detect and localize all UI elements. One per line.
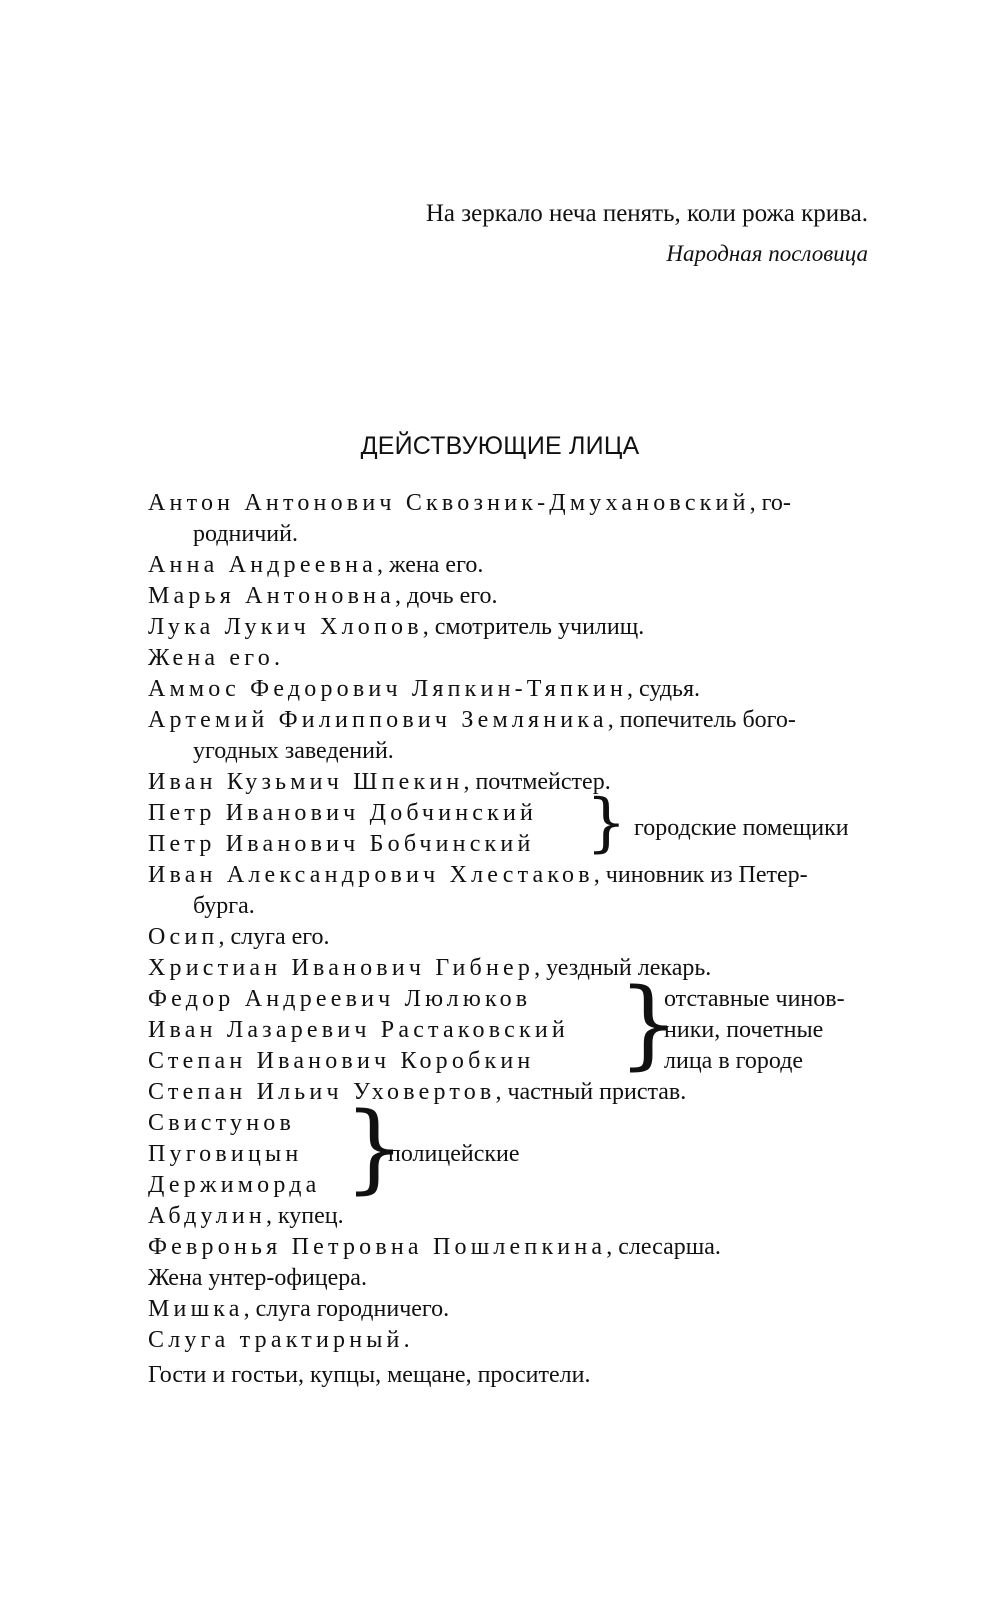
character-name: Степан Иванович Коробкин xyxy=(148,1048,535,1074)
cast-list xyxy=(148,488,908,1391)
cast-entry xyxy=(148,1108,908,1139)
cast-entry xyxy=(148,1139,908,1170)
character-name: Февронья Петровна Пошлепкина xyxy=(148,1234,607,1260)
cast-entry xyxy=(148,922,908,953)
character-description: , слесарша. xyxy=(606,1234,721,1260)
character-name: Держиморда xyxy=(148,1172,321,1198)
group-label: городские помещики xyxy=(634,815,849,841)
character-description: , го- xyxy=(749,490,791,516)
cast-entry xyxy=(148,1325,908,1356)
character-name: Артемий Филиппович Земляника xyxy=(148,707,608,733)
character-name: Жена его xyxy=(148,645,274,671)
cast-entry xyxy=(148,1232,908,1263)
character-name: Федор Андреевич Люлюков xyxy=(148,986,532,1012)
character-name: Петр Иванович Добчинский xyxy=(148,800,538,826)
character-description: , жена его. xyxy=(377,552,484,578)
character-description: , судья. xyxy=(627,676,701,702)
character-description: , смотритель училищ. xyxy=(422,614,645,640)
epigraph-source: Народная пословица xyxy=(666,241,868,266)
cast-entry xyxy=(148,1170,908,1201)
cast-entry-continuation: бурга. xyxy=(193,893,255,919)
character-description: . xyxy=(403,1327,410,1353)
cast-entry xyxy=(148,705,908,736)
character-name: Осип xyxy=(148,924,219,950)
character-description: , уездный лекарь. xyxy=(534,955,712,981)
character-description: , почтмейстер. xyxy=(463,769,611,795)
cast-entry-continuation: родничий. xyxy=(193,521,298,547)
character-name: Антон Антонович Сквозник-Дмухановский xyxy=(148,490,750,516)
character-description: , слуга его. xyxy=(218,924,330,950)
cast-entry xyxy=(148,550,908,581)
group-label-line: ники, почетные xyxy=(664,1017,824,1043)
epigraph xyxy=(426,196,868,272)
cast-entry xyxy=(148,674,908,705)
epigraph-text: На зеркало неча пенять, коли рожа крива. xyxy=(425,200,868,227)
cast-entry xyxy=(148,581,908,612)
character-description: , дочь его. xyxy=(395,583,498,609)
cast-group-landowners xyxy=(148,786,908,860)
character-name: Абдулин xyxy=(148,1203,266,1229)
cast-entry: Жена унтер-офицера. xyxy=(148,1265,367,1291)
curly-brace-icon: } xyxy=(344,1092,406,1204)
character-name: Свистунов xyxy=(148,1110,295,1136)
group-label: полицейские xyxy=(388,1141,520,1167)
cast-entry-continuation: угодных заведений. xyxy=(193,738,394,764)
cast-entry xyxy=(148,643,908,674)
cast-entry xyxy=(148,953,908,984)
curly-brace-icon: } xyxy=(586,786,627,860)
character-name: Пуговицын xyxy=(148,1141,303,1167)
character-name: Лука Лукич Хлопов xyxy=(148,614,423,640)
character-name: Марья Антоновна xyxy=(148,583,395,609)
cast-entry xyxy=(148,488,908,519)
character-description: , попечитель бого- xyxy=(607,707,796,733)
cast-entry xyxy=(148,860,908,891)
character-name: Иван Александрович Хлестаков xyxy=(148,862,594,888)
group-label-line: отставные чинов- xyxy=(664,986,845,1012)
character-description: , слуга городничего. xyxy=(243,1296,450,1322)
cast-entry: Гости и гостьи, купцы, мещане, просители. xyxy=(148,1362,591,1388)
character-name: Петр Иванович Бобчинский xyxy=(148,831,535,857)
cast-entry xyxy=(148,612,908,643)
character-name: Слуга трактирный xyxy=(148,1327,404,1353)
cast-entry xyxy=(148,1294,908,1325)
character-description: , купец. xyxy=(265,1203,344,1229)
cast-entry xyxy=(148,767,908,798)
curly-brace-icon: } xyxy=(618,968,680,1080)
character-name: Христиан Иванович Гибнер xyxy=(148,955,535,981)
character-name: Аммос Федорович Ляпкин-Тяпкин xyxy=(148,676,627,702)
character-name: Мишка xyxy=(148,1296,244,1322)
character-description: , чиновник из Петер- xyxy=(593,862,808,888)
character-description: , частный пристав. xyxy=(495,1079,687,1105)
group-label-line: лица в городе xyxy=(664,1048,804,1074)
page-title: ДЕЙСТВУЮЩИЕ ЛИЦА xyxy=(360,432,640,460)
character-name: Степан Ильич Уховертов xyxy=(148,1079,496,1105)
character-name: Иван Кузьмич Шпекин xyxy=(148,769,464,795)
cast-entry xyxy=(148,1201,908,1232)
cast-entry xyxy=(148,1077,908,1108)
character-description: . xyxy=(273,645,280,671)
character-name: Анна Андреевна xyxy=(148,552,377,578)
character-name: Иван Лазаревич Растаковский xyxy=(148,1017,569,1043)
